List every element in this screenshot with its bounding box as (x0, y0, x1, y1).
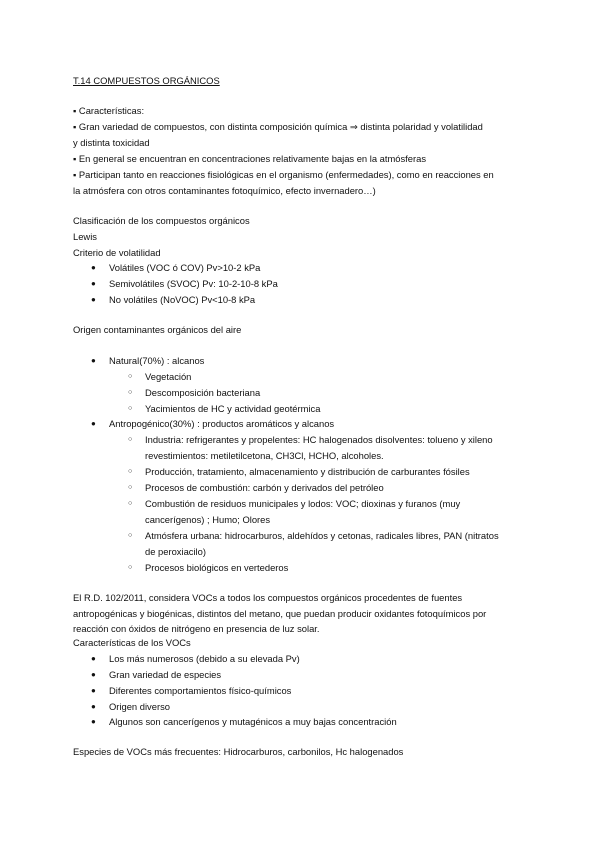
species-line: Especies de VOCs más frecuentes: Hidrocarburos, carbonilos, Hc halogenados (73, 746, 404, 757)
intro-line: ▪ Gran variedad de compuestos, con distinta composición química ⇒ distinta polaridad y volatilidad (73, 121, 483, 132)
circle-bullet-icon: ○ (128, 389, 133, 396)
circle-bullet-icon: ○ (128, 564, 133, 571)
list-item-continued: de peroxiacilo) (145, 546, 206, 557)
natural-label: Natural(70%) : alcanos (109, 355, 205, 366)
intro-line: ▪ En general se encuentran en concentraciones relativamente bajas en la atmósferas (73, 153, 427, 164)
list-item: No volátiles (NoVOC) Pv<10-8 kPa (109, 294, 256, 305)
list-item: Vegetación (145, 371, 192, 382)
list-item: Atmósfera urbana: hidrocarburos, aldehídos y cetonas, radicales libres, PAN (nitratos (145, 530, 499, 541)
rd-paragraph-line: El R.D. 102/2011, considera VOCs a todos los compuestos orgánicos procedentes de fuentes (73, 592, 463, 603)
list-item: Origen diverso (109, 701, 170, 712)
bullet-icon: ● (91, 717, 96, 726)
list-item: Los más numerosos (debido a su elevada Pv) (109, 653, 300, 664)
circle-bullet-icon: ○ (128, 405, 133, 412)
list-item: Procesos de combustión: carbón y derivados del petróleo (145, 482, 384, 493)
intro-line: ▪ Características: (73, 105, 145, 116)
page-title: T.14 COMPUESTOS ORGÁNICOS (73, 75, 220, 86)
list-item: Yacimientos de HC y actividad geotérmica (145, 403, 321, 414)
bullet-icon: ● (91, 419, 96, 428)
list-item-continued: cancerígenos) ; Humo; Olores (145, 514, 271, 525)
list-item: Semivolátiles (SVOC) Pv: 10-2-10-8 kPa (109, 278, 278, 289)
voc-features-heading: Características de los VOCs (73, 637, 191, 648)
circle-bullet-icon: ○ (128, 500, 133, 507)
bullet-icon: ● (91, 702, 96, 711)
circle-bullet-icon: ○ (128, 532, 133, 539)
circle-bullet-icon: ○ (128, 468, 133, 475)
bullet-icon: ● (91, 279, 96, 288)
classification-heading: Clasificación de los compuestos orgánicos (73, 215, 250, 226)
list-item: Volátiles (VOC ó COV) Pv>10-2 kPa (109, 262, 261, 273)
intro-line: ▪ Participan tanto en reacciones fisiológicas en el organismo (enfermedades), como en reacciones en (73, 169, 494, 180)
list-item: Descomposición bacteriana (145, 387, 261, 398)
list-item: Diferentes comportamientos físico-químicos (109, 685, 292, 696)
circle-bullet-icon: ○ (128, 373, 133, 380)
rd-paragraph-line: antropogénicas y biogénicas, distintos del metano, que puedan producir oxidantes fotoquímicos por (73, 608, 487, 619)
criterion-label: Criterio de volatilidad (73, 247, 161, 258)
rd-paragraph-line: reacción con óxidos de nitrógeno en presencia de luz solar. (73, 623, 320, 634)
bullet-icon: ● (91, 654, 96, 663)
bullet-icon: ● (91, 295, 96, 304)
bullet-icon: ● (91, 670, 96, 679)
list-item: Gran variedad de especies (109, 669, 222, 680)
bullet-icon: ● (91, 686, 96, 695)
circle-bullet-icon: ○ (128, 436, 133, 443)
bullet-icon: ● (91, 356, 96, 365)
lewis-label: Lewis (73, 231, 97, 242)
list-item-continued: revestimientos: metiletilcetona, CH3Cl, HCHO, alcoholes. (145, 450, 384, 461)
list-item: Producción, tratamiento, almacenamiento y distribución de carburantes fósiles (145, 466, 470, 477)
bullet-icon: ● (91, 263, 96, 272)
list-item: Algunos son cancerígenos y mutagénicos a muy bajas concentración (109, 716, 397, 727)
origin-heading: Origen contaminantes orgánicos del aire (73, 324, 242, 335)
intro-line: y distinta toxicidad (73, 137, 150, 148)
list-item: Procesos biológicos en vertederos (145, 562, 289, 573)
list-item: Industria: refrigerantes y propelentes: HC halogenados disolventes: tolueno y xileno (145, 434, 493, 445)
anthropogenic-label: Antropogénico(30%) : productos aromáticos y alcanos (109, 418, 335, 429)
circle-bullet-icon: ○ (128, 484, 133, 491)
intro-line: la atmósfera con otros contaminantes fotoquímico, efecto invernadero…) (73, 185, 376, 196)
list-item: Combustión de residuos municipales y lodos: VOC; dioxinas y furanos (muy (145, 498, 461, 509)
